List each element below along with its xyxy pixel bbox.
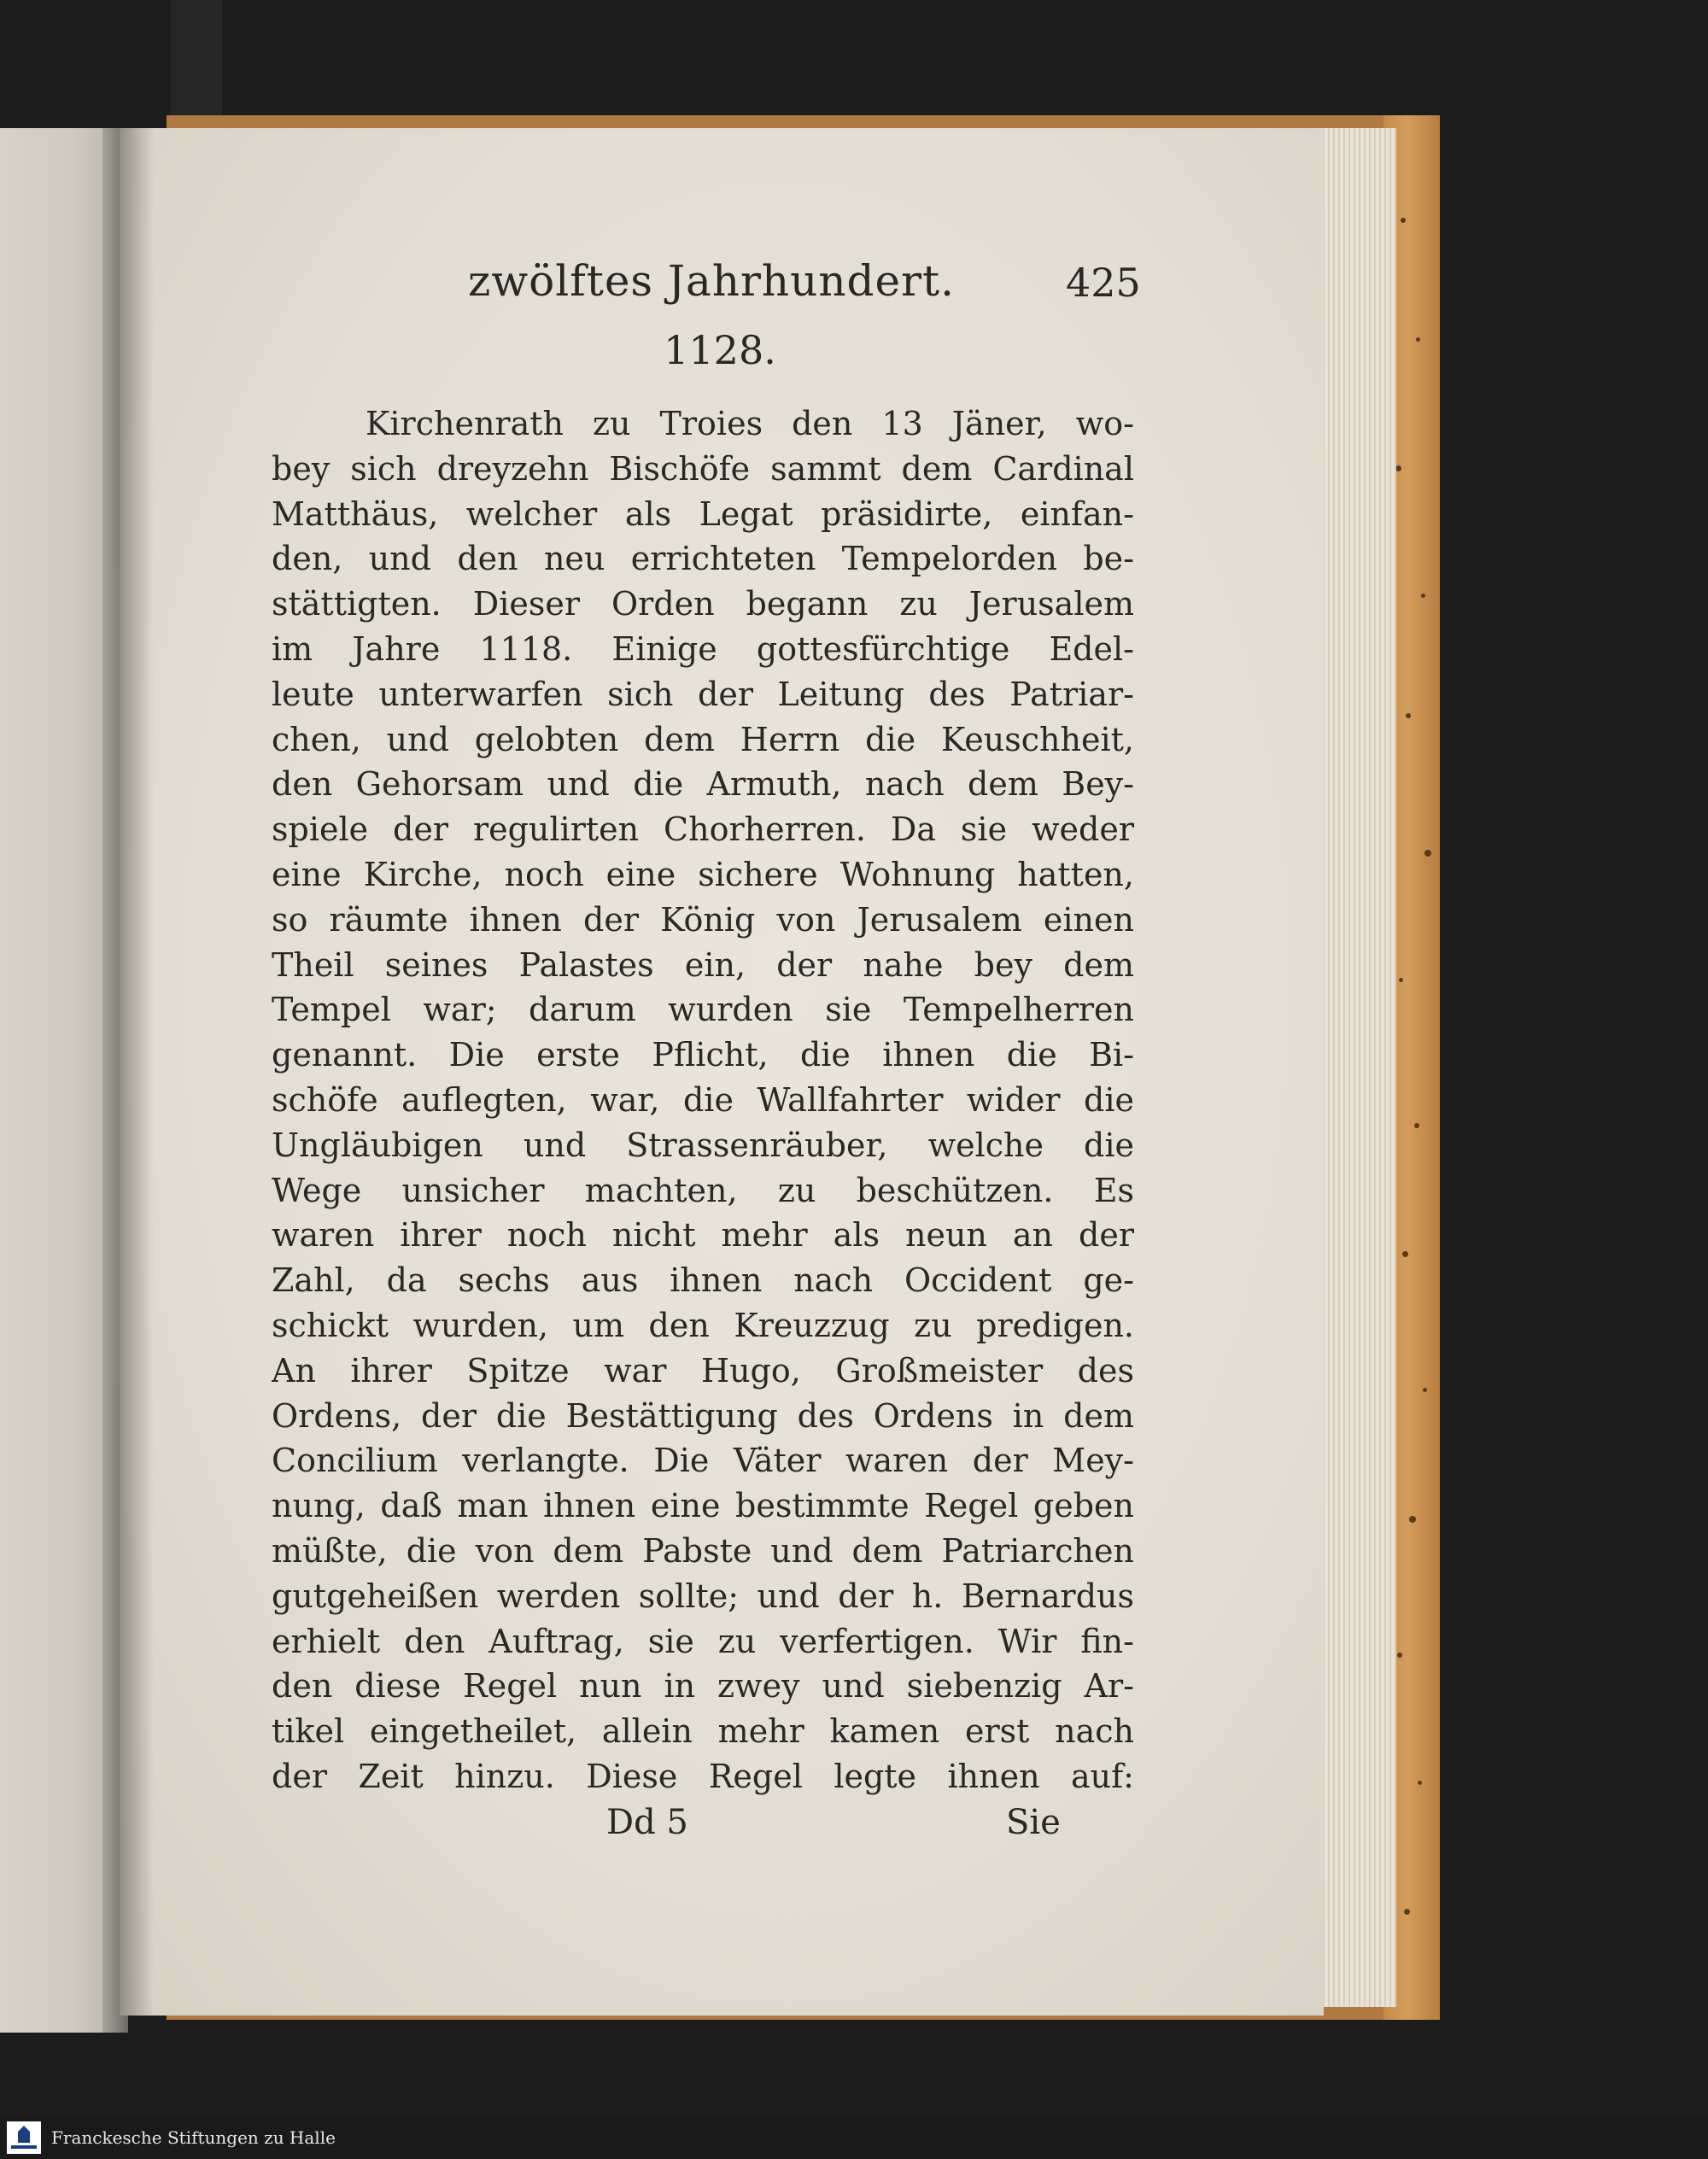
facing-page	[0, 128, 120, 2033]
text-line: schöfe auflegten, war, die Wallfahrter wider die	[272, 1080, 1134, 1119]
text-line: Zahl, da sechs aus ihnen nach Occident ge-	[272, 1261, 1134, 1300]
body-text	[272, 401, 1134, 1799]
text-line: bey sich dreyzehn Bischöfe sammt dem Cardinal	[272, 449, 1134, 488]
text-line: nung, daß man ihnen eine bestimmte Regel geben	[272, 1487, 1134, 1525]
text-line: tikel eingetheilet, allein mehr kamen erst nach	[272, 1712, 1134, 1751]
text-line: chen, und gelobten dem Herrn die Keuschheit,	[272, 720, 1134, 758]
text-line: schickt wurden, um den Kreuzzug zu predigen.	[272, 1306, 1134, 1344]
text-line: den Gehorsam und die Armuth, nach dem Bey-	[272, 765, 1134, 804]
page-shadow	[120, 128, 154, 2016]
text-line: den, und den neu errichteten Tempelorden be-	[272, 540, 1134, 578]
text-line: so räumte ihnen der König von Jerusalem einen	[272, 900, 1134, 939]
text-line: An ihrer Spitze war Hugo, Großmeister des	[272, 1351, 1134, 1390]
text-line: im Jahre 1118. Einige gottesfürchtige Edel-	[272, 629, 1134, 668]
institution-logo-icon	[7, 2121, 41, 2154]
text-line: Kirchenrath zu Troies den 13 Jäner, wo-	[366, 405, 1134, 442]
institution-credit: Franckesche Stiftungen zu Halle	[51, 2127, 336, 2148]
text-line: eine Kirche, noch eine sichere Wohnung hatten,	[272, 855, 1134, 893]
text-line: Ungläubigen und Strassenräuber, welche die	[272, 1126, 1134, 1164]
text-line: stättigten. Dieser Orden begann zu Jerusalem	[272, 585, 1134, 623]
signature-mark: Dd 5	[606, 1802, 688, 1842]
text-line: genannt. Die erste Pflicht, die ihnen die Bi-	[272, 1036, 1134, 1074]
viewer-footer	[0, 2116, 1708, 2159]
text-line: spiele der regulirten Chorherren. Da sie weder	[272, 810, 1134, 849]
text-line: leute unterwarfen sich der Leitung des Patriar-	[272, 675, 1134, 713]
text-line: Ordens, der die Bestättigung des Ordens in dem	[272, 1396, 1134, 1435]
year-heading: 1128.	[664, 327, 776, 373]
page-footer	[272, 1799, 1134, 1851]
running-head: zwölftes Jahrhundert.	[468, 256, 956, 306]
text-line: Wege unsicher machten, zu beschützen. Es	[272, 1171, 1134, 1209]
text-line: müßte, die von dem Pabste und dem Patriarchen	[272, 1531, 1134, 1570]
text-line: den diese Regel nun in zwey und siebenzig Ar-	[272, 1667, 1134, 1706]
text-line: waren ihrer noch nicht mehr als neun an der	[272, 1216, 1134, 1255]
page-text	[272, 248, 1141, 1851]
page-number: 425	[1066, 260, 1141, 306]
text-line: Theil seines Palastes ein, der nahe bey dem	[272, 945, 1134, 984]
text-line: gutgeheißen werden sollte; und der h. Bernardus	[272, 1577, 1134, 1615]
page-edges	[1319, 128, 1396, 2007]
catchword: Sie	[1006, 1802, 1061, 1842]
text-line: Concilium verlangte. Die Väter waren der Mey-	[272, 1442, 1134, 1480]
text-line: Tempel war; darum wurden sie Tempelherren	[272, 991, 1134, 1029]
page-header	[272, 248, 1141, 325]
text-line: der Zeit hinzu. Diese Regel legte ihnen auf:	[272, 1757, 1134, 1795]
text-line: erhielt den Auftrag, sie zu verfertigen. Wir fin-	[272, 1622, 1134, 1660]
text-line: Matthäus, welcher als Legat präsidirte, einfan-	[272, 494, 1134, 533]
